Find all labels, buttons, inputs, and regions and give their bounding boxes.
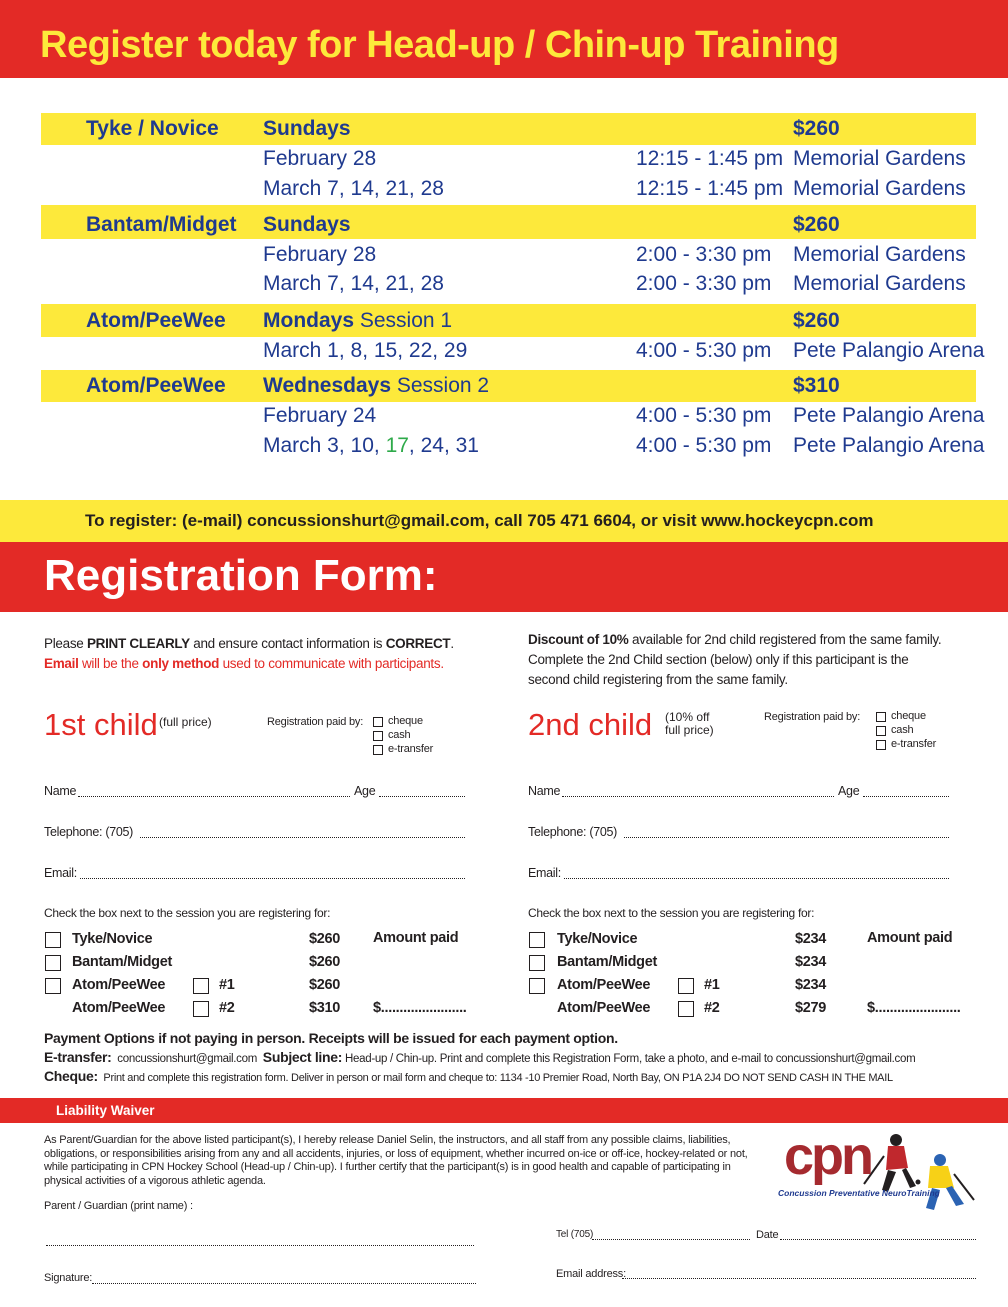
session-bantam-checkbox[interactable] xyxy=(529,955,545,971)
session-bantam-checkbox[interactable] xyxy=(45,955,61,971)
schedule-time: 2:00 - 3:30 pm xyxy=(636,272,772,295)
session-label: Bantam/Midget xyxy=(557,954,658,970)
session-check-label: Check the box next to the session you are registering for: xyxy=(44,906,331,920)
telephone-field[interactable] xyxy=(140,837,465,838)
payment-heading: Payment Options if not paying in person. Receipts will be issued for each payment option. xyxy=(44,1030,618,1046)
session-atom1-checkbox[interactable] xyxy=(45,978,61,994)
date-part: March 3, 10, xyxy=(263,434,386,457)
schedule-time: 2:00 - 3:30 pm xyxy=(636,243,772,266)
session-number: #2 xyxy=(219,1000,235,1016)
session-atom1-checkbox[interactable] xyxy=(529,978,545,994)
telephone-label: Telephone: (705) xyxy=(528,825,618,839)
schedule-group-name: Bantam/Midget xyxy=(86,213,237,236)
name-label: Name xyxy=(44,784,77,798)
schedule-date: February 28 xyxy=(263,147,377,170)
session-atom2-num-checkbox[interactable] xyxy=(193,1001,209,1017)
name-field[interactable] xyxy=(78,796,350,797)
session-price: $234 xyxy=(795,954,827,970)
instructions-line-2: Email will be the only method used to communicate with participants. xyxy=(44,656,444,671)
email-field[interactable] xyxy=(564,878,949,879)
session-label: Tyke/Novice xyxy=(557,931,638,947)
waiver-title: Liability Waiver xyxy=(56,1103,155,1118)
register-contact-line: To register: (e-mail) concussionshurt@gmail.com, call 705 471 6604, or visit www.hockeycpn.com xyxy=(85,511,874,530)
date-label: Date xyxy=(756,1229,779,1241)
pay-method-label: e-transfer xyxy=(388,743,434,755)
schedule-date: March 1, 8, 15, 22, 29 xyxy=(263,339,468,362)
session-tyke-checkbox[interactable] xyxy=(529,932,545,948)
child2-price-note-1: (10% off xyxy=(665,710,710,724)
schedule-day: Wednesdays xyxy=(263,374,391,397)
schedule-day-line xyxy=(263,374,489,398)
highlighted-date: 17 xyxy=(385,434,409,457)
pay-method-label: cheque xyxy=(891,710,926,722)
session-label: Atom/PeeWee xyxy=(72,977,166,993)
discount-line-3: second child registering from the same family. xyxy=(528,672,788,687)
schedule-time: 4:00 - 5:30 pm xyxy=(636,404,772,427)
pay-etransfer-checkbox[interactable] xyxy=(876,740,886,750)
schedule-date: March 7, 14, 21, 28 xyxy=(263,272,444,295)
date-part: , 24, 31 xyxy=(408,434,479,457)
schedule-venue: Pete Palangio Arena xyxy=(793,339,985,362)
session-atom1-num-checkbox[interactable] xyxy=(193,978,209,994)
session-number: #1 xyxy=(219,977,235,993)
amount-paid-label: Amount paid xyxy=(373,930,459,946)
schedule-date xyxy=(263,434,479,458)
age-label: Age xyxy=(838,784,860,798)
schedule-venue: Pete Palangio Arena xyxy=(793,434,985,457)
instructions-line-1: Please PRINT CLEARLY and ensure contact information is CORRECT. xyxy=(44,636,454,651)
name-field[interactable] xyxy=(562,796,834,797)
schedule-price: $260 xyxy=(793,117,840,140)
session-atom1-num-checkbox[interactable] xyxy=(678,978,694,994)
pay-cash-checkbox[interactable] xyxy=(373,731,383,741)
discount-line-2: Complete the 2nd Child section (below) only if this participant is the xyxy=(528,652,909,667)
age-field[interactable] xyxy=(379,796,465,797)
email-field[interactable] xyxy=(80,878,465,879)
child2-title: 2nd child xyxy=(528,707,653,742)
payment-cheque-line: Cheque: Print and complete this registration form. Deliver in person or mail form and cheque to: 1134 -10 Premier Road, North Bay, ON P1A 2J4 DO NOT SEND CASH IN THE MAIL xyxy=(44,1068,893,1084)
cpn-logo xyxy=(778,1126,984,1216)
session-label: Atom/PeeWee xyxy=(557,1000,651,1016)
schedule-date: March 7, 14, 21, 28 xyxy=(263,177,444,200)
schedule-price: $310 xyxy=(793,374,840,397)
schedule-venue: Pete Palangio Arena xyxy=(793,404,985,427)
session-price: $260 xyxy=(309,954,341,970)
email-label: Email: xyxy=(528,866,561,880)
child1-price-note: (full price) xyxy=(159,715,212,729)
pay-cheque-checkbox[interactable] xyxy=(876,712,886,722)
logo-wordmark: cpn xyxy=(784,1126,872,1186)
session-label: Tyke/Novice xyxy=(72,931,153,947)
pay-cheque-checkbox[interactable] xyxy=(373,717,383,727)
schedule-session: Session 1 xyxy=(359,309,453,332)
tel-field[interactable] xyxy=(592,1239,750,1240)
session-atom2-num-checkbox[interactable] xyxy=(678,1001,694,1017)
session-tyke-checkbox[interactable] xyxy=(45,932,61,948)
session-label: Atom/PeeWee xyxy=(72,1000,166,1016)
page-title: Register today for Head-up / Chin-up Training xyxy=(40,24,839,66)
session-number: #1 xyxy=(704,977,720,993)
schedule-venue: Memorial Gardens xyxy=(793,147,966,170)
session-price: $260 xyxy=(309,977,341,993)
session-price: $234 xyxy=(795,931,827,947)
session-price: $260 xyxy=(309,931,341,947)
pay-method-label: e-transfer xyxy=(891,738,937,750)
session-number: #2 xyxy=(704,1000,720,1016)
guardian-name-field[interactable] xyxy=(46,1245,474,1246)
telephone-field[interactable] xyxy=(624,837,949,838)
schedule-venue: Memorial Gardens xyxy=(793,243,966,266)
email-address-field[interactable] xyxy=(622,1278,976,1279)
paid-by-label: Registration paid by: xyxy=(764,711,861,723)
schedule-time: 4:00 - 5:30 pm xyxy=(636,434,772,457)
schedule-group-name: Atom/PeeWee xyxy=(86,309,226,332)
schedule-session: Session 2 xyxy=(396,374,490,397)
schedule-time: 12:15 - 1:45 pm xyxy=(636,177,784,200)
amount-paid-field[interactable]: $....................... xyxy=(867,1000,961,1016)
schedule-group-name: Tyke / Novice xyxy=(86,117,219,140)
discount-line-1: Discount of 10% available for 2nd child registered from the same family. xyxy=(528,632,942,647)
guardian-label: Parent / Guardian (print name) : xyxy=(44,1200,193,1212)
payment-etransfer-line: E-transfer: concussionshurt@gmail.com Subject line: Head-up / Chin-up. Print and complete this Registration Form, take a photo, and e-mail to concussionshurt@gmail.com xyxy=(44,1049,916,1065)
schedule-time: 12:15 - 1:45 pm xyxy=(636,147,784,170)
tel-label: Tel (705) xyxy=(556,1229,594,1240)
pay-method-label: cash xyxy=(891,724,914,736)
schedule-venue: Memorial Gardens xyxy=(793,177,966,200)
schedule-day: Mondays xyxy=(263,309,355,332)
signature-label: Signature: xyxy=(44,1272,93,1284)
amount-paid-field[interactable]: $....................... xyxy=(373,1000,467,1016)
waiver-text: As Parent/Guardian for the above listed participant(s), I hereby release Daniel Selin, the instructors, and all staff from any possible claims, liabilities, obligations, or responsibilities arising from any and all accidents, injuries, or loss of equipment, whether incurred on-ice or off-ice, hockey-related or not, while participating in CPN Hockey School (Head-up / Chin-up). I further certify that the participant(s) is in good health and capable of participating in physical activities of a vigorous athletic agenda. xyxy=(44,1134,748,1187)
session-label: Bantam/Midget xyxy=(72,954,173,970)
pay-method-label: cheque xyxy=(388,715,423,727)
session-check-label: Check the box next to the session you are registering for: xyxy=(528,906,815,920)
name-label: Name xyxy=(528,784,561,798)
email-address-label: Email address: xyxy=(556,1268,626,1280)
age-label: Age xyxy=(354,784,376,798)
child2-price-note-2: full price) xyxy=(665,723,714,737)
schedule-date: February 28 xyxy=(263,243,377,266)
telephone-label: Telephone: (705) xyxy=(44,825,134,839)
pay-etransfer-checkbox[interactable] xyxy=(373,745,383,755)
schedule-day: Sundays xyxy=(263,117,351,140)
logo-tagline: Concussion Preventative NeuroTraining xyxy=(778,1188,940,1198)
schedule-price: $260 xyxy=(793,213,840,236)
schedule-time: 4:00 - 5:30 pm xyxy=(636,339,772,362)
signature-field[interactable] xyxy=(92,1283,476,1284)
pay-method-label: cash xyxy=(388,729,411,741)
session-price: $279 xyxy=(795,1000,827,1016)
session-price: $234 xyxy=(795,977,827,993)
email-label: Email: xyxy=(44,866,77,880)
schedule-group-name: Atom/PeeWee xyxy=(86,374,226,397)
child1-title: 1st child xyxy=(44,707,158,742)
form-title: Registration Form: xyxy=(44,551,438,600)
age-field[interactable] xyxy=(863,796,949,797)
date-field[interactable] xyxy=(780,1239,976,1240)
paid-by-label: Registration paid by: xyxy=(267,716,364,728)
pay-cash-checkbox[interactable] xyxy=(876,726,886,736)
amount-paid-label: Amount paid xyxy=(867,930,953,946)
session-price: $310 xyxy=(309,1000,341,1016)
session-label: Atom/PeeWee xyxy=(557,977,651,993)
schedule-price: $260 xyxy=(793,309,840,332)
schedule-date: February 24 xyxy=(263,404,377,427)
schedule-day: Sundays xyxy=(263,213,351,236)
schedule-venue: Memorial Gardens xyxy=(793,272,966,295)
schedule-day-line xyxy=(263,309,452,333)
